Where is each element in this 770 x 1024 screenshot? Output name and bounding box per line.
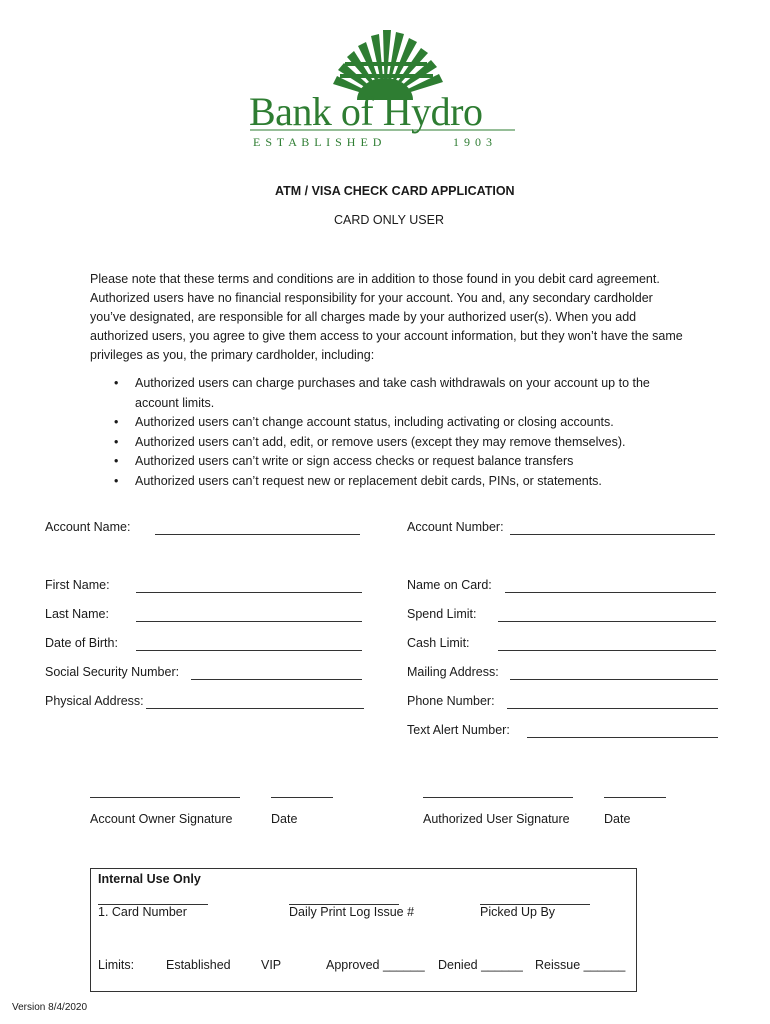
owner-date-label: Date <box>271 812 298 826</box>
bank-logo <box>245 22 520 157</box>
approved-field[interactable]: Approved ______ <box>326 958 425 972</box>
established-text: E S T A B L I S H E D <box>253 135 383 149</box>
intro-text: Please note that these terms and conditions are in addition to those found in you debit card agreement. Authorized users have no financial responsibility for your account. You and, any secondary cardholder you’ve designated, are responsible for all charges made by your authorized user(s). When you add authorized users, you agree to give them access to your account information, but they won’t have the same privileges as you, the primary cardholder, including: <box>90 272 683 362</box>
phone-number-label: Phone Number: <box>407 694 495 708</box>
print-log-line[interactable] <box>289 890 399 905</box>
auth-signature-line[interactable] <box>423 783 573 798</box>
account-name-field[interactable] <box>155 520 360 535</box>
reissue-field[interactable]: Reissue ______ <box>535 958 626 972</box>
physical-address-label: Physical Address: <box>45 694 144 708</box>
auth-date-label: Date <box>604 812 631 826</box>
bank-name: Bank of Hydro <box>249 89 483 134</box>
list-item: • Authorized users can’t add, edit, or remove users (except they may remove themselves). <box>110 433 670 453</box>
owner-signature-line[interactable] <box>90 783 240 798</box>
spend-limit-field[interactable] <box>498 607 716 622</box>
first-name-label: First Name: <box>45 578 110 592</box>
card-number-label: 1. Card Number <box>98 905 187 919</box>
mailing-address-label: Mailing Address: <box>407 665 499 679</box>
picked-up-label: Picked Up By <box>480 905 556 919</box>
account-number-label: Account Number: <box>407 520 504 534</box>
list-item: • Authorized users can’t request new or replacement debit cards, PINs, or statements. <box>110 472 670 492</box>
last-name-label: Last Name: <box>45 607 109 621</box>
mailing-address-field[interactable] <box>510 665 718 680</box>
owner-signature-label: Account Owner Signature <box>90 812 233 826</box>
owner-date-line[interactable] <box>271 783 333 798</box>
auth-signature-label: Authorized User Signature <box>423 812 570 826</box>
name-on-card-label: Name on Card: <box>407 578 492 592</box>
ssn-label: Social Security Number: <box>45 665 180 679</box>
phone-number-field[interactable] <box>507 694 718 709</box>
card-number-line[interactable] <box>98 890 208 905</box>
intro-paragraph <box>90 270 690 365</box>
text-alert-field[interactable] <box>527 723 718 738</box>
form-subtitle: CARD ONLY USER <box>334 213 444 227</box>
list-item: • Authorized users can’t write or sign access checks or request balance transfers <box>110 452 670 472</box>
established-option[interactable]: Established <box>166 958 231 972</box>
ssn-field[interactable] <box>191 665 362 680</box>
text-alert-label: Text Alert Number: <box>407 723 510 737</box>
version-text: Version 8/4/2020 <box>12 1002 88 1013</box>
list-item: • Authorized users can charge purchases and take cash withdrawals on your account up to the account limits. <box>110 374 670 413</box>
established-year: 1 9 0 3 <box>453 135 493 149</box>
account-number-field[interactable] <box>510 520 715 535</box>
picked-up-line[interactable] <box>480 890 590 905</box>
auth-date-line[interactable] <box>604 783 666 798</box>
terms-list <box>110 374 670 491</box>
name-on-card-field[interactable] <box>505 578 716 593</box>
spend-limit-label: Spend Limit: <box>407 607 477 621</box>
dob-field[interactable] <box>136 636 362 651</box>
last-name-field[interactable] <box>136 607 362 622</box>
form-title: ATM / VISA CHECK CARD APPLICATION <box>275 184 515 198</box>
internal-use-box <box>90 868 637 992</box>
limits-label: Limits: <box>98 958 135 972</box>
print-log-label: Daily Print Log Issue # <box>289 905 415 919</box>
first-name-field[interactable] <box>136 578 362 593</box>
denied-field[interactable]: Denied ______ <box>438 958 523 972</box>
list-item: • Authorized users can’t change account status, including activating or closing accounts. <box>110 413 670 433</box>
account-name-label: Account Name: <box>45 520 131 534</box>
cash-limit-label: Cash Limit: <box>407 636 470 650</box>
vip-option[interactable]: VIP <box>261 958 282 972</box>
dob-label: Date of Birth: <box>45 636 118 650</box>
cash-limit-field[interactable] <box>498 636 716 651</box>
physical-address-field[interactable] <box>146 694 364 709</box>
internal-title: Internal Use Only <box>98 872 201 886</box>
